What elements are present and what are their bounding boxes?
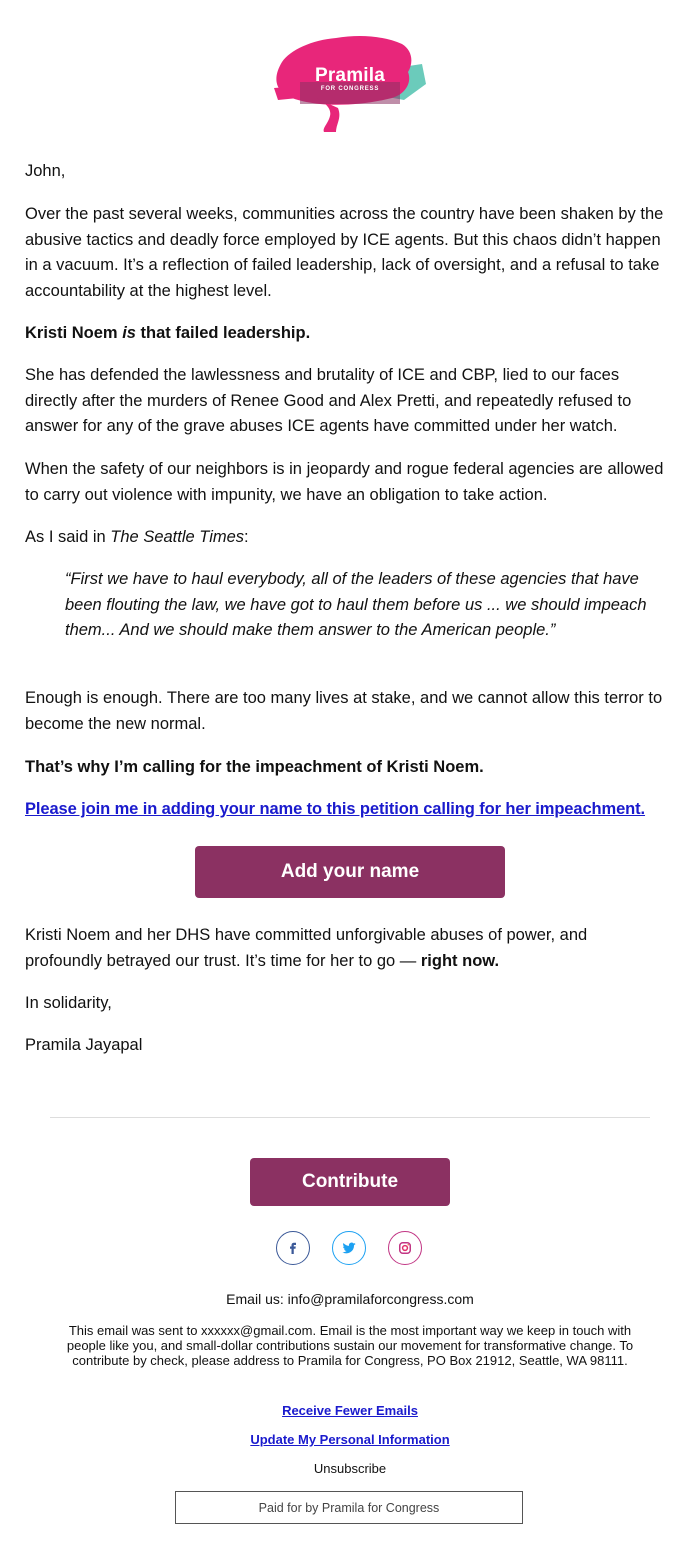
twitter-icon[interactable]: [332, 1231, 366, 1265]
signature: Pramila Jayapal: [25, 1036, 143, 1054]
instagram-icon[interactable]: [388, 1231, 422, 1265]
update-personal-info-link[interactable]: Update My Personal Information: [250, 1432, 450, 1447]
petition-link[interactable]: Please join me in adding your name to this petition calling for her impeachment.: [25, 800, 646, 818]
footer-divider: [50, 1117, 650, 1118]
logo-title: Pramila: [314, 65, 386, 86]
update-info-row: [50, 1432, 650, 1447]
petition-link-paragraph: [25, 797, 685, 823]
add-your-name-button[interactable]: Add your name: [195, 846, 505, 898]
signoff: In solidarity,: [25, 994, 112, 1012]
paragraph-7: That’s why I’m calling for the impeachment of Kristi Noem.: [25, 758, 484, 776]
greeting: John,: [25, 162, 66, 180]
paragraph-1: Over the past several weeks, communities across the country have been shaken by the abusive tactics and deadly force employed by ICE agents. But this chaos didn’t happen in a vacuum. It’s a reflection of failed leadership, lack of oversight, and a refusal to take accountability at the highest level.: [25, 205, 664, 300]
email-us-line: Email us: info@pramilaforcongress.com: [226, 1291, 474, 1307]
unsubscribe-link[interactable]: Unsubscribe: [313, 1461, 387, 1476]
seattle-times-quote: “First we have to haul everybody, all of the leaders of these agencies that have been flouting the law, we have got to haul them before us ... we should impeach them... And we should make them answer to the American people.”: [65, 570, 647, 639]
paragraph-6: Enough is enough. There are too many lives at stake, and we cannot allow this terror to become the new normal.: [25, 689, 663, 733]
receive-fewer-emails-link[interactable]: Receive Fewer Emails: [282, 1403, 418, 1418]
facebook-icon[interactable]: [276, 1231, 310, 1265]
contribute-button[interactable]: Contribute: [250, 1158, 450, 1206]
fewer-emails-row: [50, 1403, 650, 1418]
paragraph-4: When the safety of our neighbors is in jeopardy and rogue federal agencies are allowed to carry out violence with impunity, we have an obligation to take action.: [25, 460, 664, 504]
paragraph-8: Kristi Noem and her DHS have committed unforgivable abuses of power, and profoundly betrayed our trust. It’s time for her to go — right now.: [25, 926, 588, 970]
paragraph-2: Kristi Noem is that failed leadership.: [25, 324, 311, 342]
footer-disclaimer: This email was sent to xxxxxx@gmail.com. Email is the most important way we keep in touch with people like you, and small-dollar contributions sustain our movement for transformative change. To contribute by check, please address to Pramila for Congress, PO Box 21912, Seattle, WA 98111.: [66, 1323, 634, 1368]
unsubscribe-row: [50, 1461, 650, 1476]
paid-for-text: Paid for by Pramila for Congress: [258, 1500, 440, 1515]
paragraph-3: She has defended the lawlessness and brutality of ICE and CBP, lied to our faces directly after the murders of Renee Good and Alex Pretti, and repeatedly refused to answer for any of the grave abuses ICE agents have committed under her watch.: [25, 366, 632, 435]
paid-for-box: [175, 1491, 523, 1524]
campaign-logo[interactable]: [272, 28, 428, 132]
paragraph-5: As I said in The Seattle Times:: [25, 528, 249, 546]
logo-subtitle: FOR CONGRESS: [320, 86, 380, 92]
